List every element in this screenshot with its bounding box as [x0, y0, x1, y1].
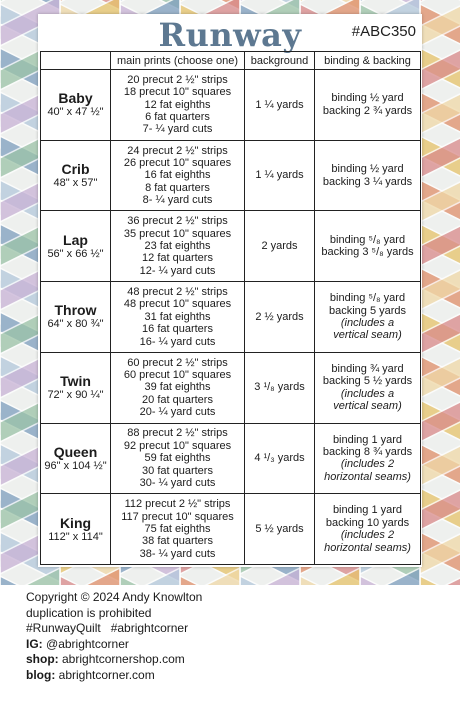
print-option: 48 precut 10" squares [123, 298, 232, 311]
main-prints-cell [111, 352, 245, 423]
size-dimensions: 64" x 80 ¾" [47, 318, 104, 331]
binding-backing-line: backing 8 ¾ yards [322, 445, 413, 458]
size-cell [41, 140, 111, 211]
binding-backing-line: backing 5 ½ yards [322, 375, 413, 388]
pattern-code: #ABC350 [351, 23, 416, 40]
table-row [41, 211, 421, 282]
print-option: 30 fat quarters [142, 464, 213, 477]
header-size [41, 52, 111, 70]
table-body [41, 70, 421, 565]
print-option: 88 precut 2 ½" strips [127, 427, 228, 440]
print-option: 31 fat eighths [144, 310, 211, 323]
size-name: Twin [60, 373, 91, 390]
print-option: 48 precut 2 ½" strips [127, 285, 228, 298]
background-cell: 5 ½ yards [245, 494, 315, 565]
pattern-title: Runway [158, 16, 302, 54]
size-cell [41, 70, 111, 141]
print-option: 6 fat quarters [145, 111, 210, 124]
print-option: 8 fat quarters [145, 181, 210, 194]
size-cell [41, 282, 111, 353]
instagram-label: IG: [26, 636, 43, 651]
print-option: 60 precut 2 ½" strips [127, 356, 228, 369]
binding-backing-line: binding 1 yard [332, 433, 403, 446]
print-option: 117 precut 10" squares [121, 510, 234, 523]
binding-backing-cell [315, 282, 421, 353]
main-prints-cell [111, 211, 245, 282]
copyright-line: Copyright © 2024 Andy Knowlton [26, 590, 203, 604]
binding-backing-cell [315, 70, 421, 141]
seam-note: horizontal seams) [324, 470, 411, 483]
blog-line [26, 668, 446, 684]
seam-note: vertical seam) [333, 329, 402, 342]
main-prints-cell [111, 70, 245, 141]
table-row [41, 352, 421, 423]
shop-link[interactable]: abrightcornershop.com [58, 652, 185, 667]
print-option: 26 precut 10" squares [123, 156, 232, 169]
size-dimensions: 48" x 57" [53, 177, 98, 190]
size-name: Queen [53, 443, 98, 460]
print-option: 92 precut 10" squares [123, 439, 232, 452]
seam-note: (includes a [340, 387, 395, 400]
print-option: 20- ¼ yard cuts [139, 406, 216, 419]
binding-backing-line: backing 3 ¼ yards [322, 175, 413, 188]
binding-backing-line: binding 1 yard [332, 504, 403, 517]
table-row [41, 282, 421, 353]
print-option: 60 precut 10" squares [123, 369, 232, 382]
binding-backing-cell [315, 352, 421, 423]
shop-line [26, 652, 446, 668]
print-option: 36 precut 2 ½" strips [127, 215, 228, 228]
binding-backing-line: binding ⁵/₈ yard [329, 292, 406, 305]
size-dimensions: 112" x 114" [48, 530, 103, 543]
print-option: 59 fat eighths [144, 452, 211, 465]
header-binding-backing: binding & backing [315, 52, 421, 70]
print-option: 16- ¼ yard cuts [139, 335, 216, 348]
seam-note: (includes 2 [340, 458, 395, 471]
print-option: 16 fat quarters [142, 323, 213, 336]
size-dimensions: 40" x 47 ½" [47, 106, 104, 119]
size-dimensions: 56" x 66 ½" [47, 247, 104, 260]
print-option: 39 fat eighths [144, 381, 211, 394]
seam-note: horizontal seams) [324, 541, 411, 554]
print-option: 8- ¼ yard cuts [142, 194, 213, 207]
binding-backing-line: backing 2 ¾ yards [322, 104, 413, 117]
binding-backing-cell [315, 494, 421, 565]
size-name: Crib [61, 161, 90, 178]
print-option: 16 fat eighths [144, 169, 211, 182]
print-option: 35 precut 10" squares [123, 227, 232, 240]
print-option: 7- ¼ yard cuts [142, 123, 213, 136]
print-option: 112 precut 2 ½" strips [124, 498, 231, 511]
main-prints-cell [111, 282, 245, 353]
print-option: 75 fat eighths [144, 522, 211, 535]
size-cell [41, 423, 111, 494]
header-main-prints: main prints (choose one) [111, 52, 245, 70]
shop-label: shop: [26, 652, 59, 667]
size-cell [41, 352, 111, 423]
main-prints-cell [111, 423, 245, 494]
quilt-strip [420, 0, 460, 2]
print-option: 18 precut 10" squares [123, 86, 232, 99]
binding-backing-line: backing 5 yards [328, 304, 407, 317]
print-option: 38 fat quarters [142, 535, 213, 548]
table-row [41, 140, 421, 211]
size-name: King [59, 514, 92, 531]
footer-credits [26, 590, 446, 684]
blog-label: blog: [26, 667, 56, 682]
size-requirements-table [40, 51, 421, 565]
binding-backing-line: backing 3 ⁵/₈ yards [321, 246, 414, 259]
table-header-row [41, 52, 421, 70]
header-background: background [245, 52, 315, 70]
print-option: 38- ¼ yard cuts [139, 547, 216, 560]
seam-note: vertical seam) [333, 400, 402, 413]
pattern-card [38, 14, 422, 567]
size-name: Baby [58, 90, 93, 107]
main-prints-cell [111, 494, 245, 565]
print-option: 20 precut 2 ½" strips [127, 73, 228, 86]
size-cell [41, 211, 111, 282]
table-row [41, 70, 421, 141]
print-option: 24 precut 2 ½" strips [127, 144, 228, 157]
blog-link[interactable]: abrightcorner.com [55, 667, 155, 682]
size-name: Lap [63, 231, 88, 248]
binding-backing-line: binding ½ yard [331, 163, 404, 176]
binding-backing-cell [315, 423, 421, 494]
instagram-handle[interactable]: @abrightcorner [42, 636, 129, 651]
duplication-line: duplication is prohibited [26, 605, 152, 620]
size-cell [41, 494, 111, 565]
instagram-line [26, 637, 446, 653]
hashtags-line: #RunwayQuilt #abrightcorner [26, 621, 189, 636]
binding-backing-line: binding ¾ yard [331, 362, 404, 375]
background-cell: 3 ¹/₈ yards [245, 352, 315, 423]
print-option: 12 fat quarters [142, 252, 213, 265]
size-dimensions: 72" x 90 ¼" [47, 389, 104, 402]
binding-backing-line: backing 10 yards [325, 516, 410, 529]
background-cell: 4 ¹/₃ yards [245, 423, 315, 494]
background-cell: 1 ¼ yards [245, 70, 315, 141]
binding-backing-cell [315, 211, 421, 282]
seam-note: (includes 2 [340, 529, 395, 542]
background-cell: 2 yards [245, 211, 315, 282]
binding-backing-line: binding ⁵/₈ yard [329, 233, 406, 246]
print-option: 12- ¼ yard cuts [139, 264, 216, 277]
seam-note: (includes a [340, 316, 395, 329]
print-option: 12 fat eighths [144, 98, 211, 111]
background-cell: 1 ¼ yards [245, 140, 315, 211]
main-prints-cell [111, 140, 245, 211]
table-row [41, 494, 421, 565]
table-row [41, 423, 421, 494]
print-option: 30- ¼ yard cuts [139, 476, 216, 489]
binding-backing-line: binding ½ yard [331, 92, 404, 105]
print-option: 23 fat eighths [144, 240, 211, 253]
size-name: Throw [54, 302, 97, 319]
print-option: 20 fat quarters [142, 393, 213, 406]
size-dimensions: 96" x 104 ½" [44, 459, 107, 472]
background-cell: 2 ½ yards [245, 282, 315, 353]
binding-backing-cell [315, 140, 421, 211]
